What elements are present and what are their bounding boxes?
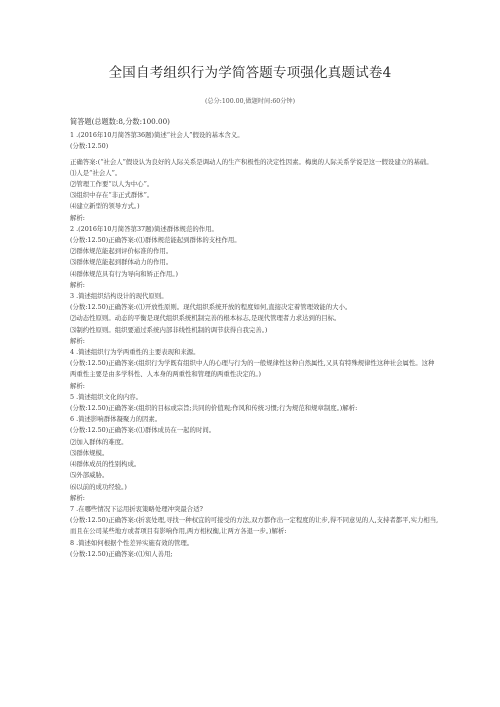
text-line: ⑶制约性原则。组织要通过系统内部非线性机制的调节获得自我完善。) (70, 325, 268, 334)
text-line: ⑶组织中存在“非正式群体”。 (70, 191, 154, 200)
text-line: ⑶群体规模。 (70, 448, 109, 457)
text-line: ⑵动态性原则。动态的平衡是现代组织系统机制完善的根本标志,是现代管理者力求达到的目标。 (70, 314, 341, 323)
text-line: 6 .简述影响群体凝聚力的因素。 (70, 415, 162, 424)
exam-content (70, 112, 440, 560)
text-line: ⑵群体规范能起到评价标准的作用。 (70, 247, 173, 256)
section-heading: 简答题(总题数:8,分数:100.00) (70, 117, 170, 126)
score-time-info: (总分:100.00,做题时间:60分钟) (205, 98, 295, 105)
question-lines (70, 130, 440, 560)
text-line: 解析: (70, 493, 85, 502)
text-line: 4 .简述组织行为学两重性的主要表现和来源。 (70, 348, 200, 357)
text-line: 解析: (70, 381, 85, 390)
text-line: (分数:12.50)正确答案:(组织的目标或宗旨;共同的价值观;作风和传统习惯;行为规范和规章制度。)解析: (70, 404, 358, 413)
text-line: ⑸外部威胁。 (70, 471, 109, 480)
text-line: 3 .简述组织结构设计的现代原则。 (70, 292, 168, 301)
text-line: (分数:12.50)正确答案:(⑴开放性原则。现代组织系统开放的程度如何,直接决定着管理效能的大小。 (70, 303, 352, 312)
text-line: 正确答案:(“社会人”假设认为良好的人际关系是调动人的生产积极性的决定性因素。梅奥的人际关系学说是这一假设建立的基础。 (70, 157, 433, 166)
text-line: (分数:12.50)正确答案:(折衷处理,寻找一种权宜的可接受的方法,双方都作出一定程度的让步,得不同意见的人,支持者都平,实力相当,而且在公司某些地方或者项目有影响作用,两方相权衡,让两方各退一步。)解析: (70, 516, 439, 536)
text-line: 1 .(2016年10月简答第36题)简述“社会人”假设的基本含义。 (70, 131, 244, 140)
text-line: ⑷群体成员的性别构成。 (70, 460, 141, 469)
text-line: ⑶群体规范能起到群体动力的作用。 (70, 258, 173, 267)
text-line: 5 .简述组织文化的内容。 (70, 392, 143, 401)
document-title: 全国自考组织行为学简答题专项强化真题试卷4 (108, 65, 392, 81)
text-line: (分数:12.50)正确答案:(组织行为学既有组织中人的心理与行为的一般规律性这种自然属性,又具有特殊规律性这种社会属性。这种两重性主要是由多学科性、人本身的两重性和管理的两重性决定的。) (70, 359, 435, 379)
text-line: ⑹以前的成功经验。) (70, 482, 127, 491)
text-line: 2 .(2016年10月简答第37题)简述群体规范的作用。 (70, 224, 218, 233)
text-line: ⑵加入群体的难度。 (70, 437, 128, 446)
text-line: 8 .简述如何根据个性差异实施有效的管理。 (70, 538, 194, 547)
text-line: 解析: (70, 280, 85, 289)
text-line: ⑷建立新型的领导方式。) (70, 202, 140, 211)
text-line: 解析: (70, 336, 85, 345)
text-line: ⑴人是“社会人”。 (70, 168, 122, 177)
text-line: (分数:12.50)正确答案:(⑴群体规范能起到群体的支柱作用。 (70, 236, 241, 245)
text-line: 解析: (70, 213, 85, 222)
text-line: (分数:12.50)正确答案:(⑴群体成员在一起的时间。 (70, 426, 216, 435)
text-line: (分数:12.50)正确答案:(⑴知人善用; (70, 549, 173, 558)
text-line: (分数:12.50) (70, 142, 109, 151)
text-line: ⑷群体规范具有行为导向和矫正作用。) (70, 269, 178, 278)
text-line: ⑵管理工作要“以人为中心”。 (70, 180, 154, 189)
text-line: 7 .在哪些情况下运用折衷策略处理冲突最合适? (70, 504, 203, 513)
